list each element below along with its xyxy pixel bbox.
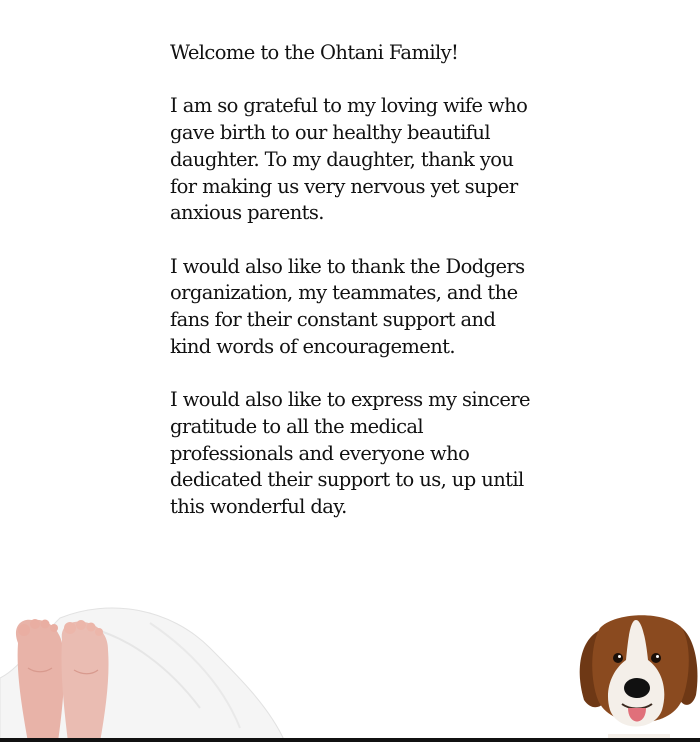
right-foot <box>61 622 108 742</box>
paragraph-thanks-medical: I would also like to express my sincere gratitude to all the medical professionals and everyone who dedicated their support to us, up until this wonderful day. <box>170 388 530 518</box>
dog-image <box>570 600 700 742</box>
greeting-line: Welcome to the Ohtani Family! <box>170 41 459 64</box>
paragraph-thanks-dodgers: I would also like to thank the Dodgers organization, my teammates, and the fans for their constant support and kind words of encouragement. <box>170 254 525 358</box>
paragraph-gratitude-family: I am so grateful to my loving wife who gave birth to our healthy beautiful daughter. To my daughter, thank you for making us very nervous yet super anxious parents. <box>170 94 528 225</box>
dog-left-eye <box>613 653 623 663</box>
letter <box>170 40 570 547</box>
dog-right-eye <box>651 653 661 663</box>
dog-nose <box>624 678 650 698</box>
baby-feet-image <box>0 598 290 742</box>
bottom-border <box>0 738 700 742</box>
